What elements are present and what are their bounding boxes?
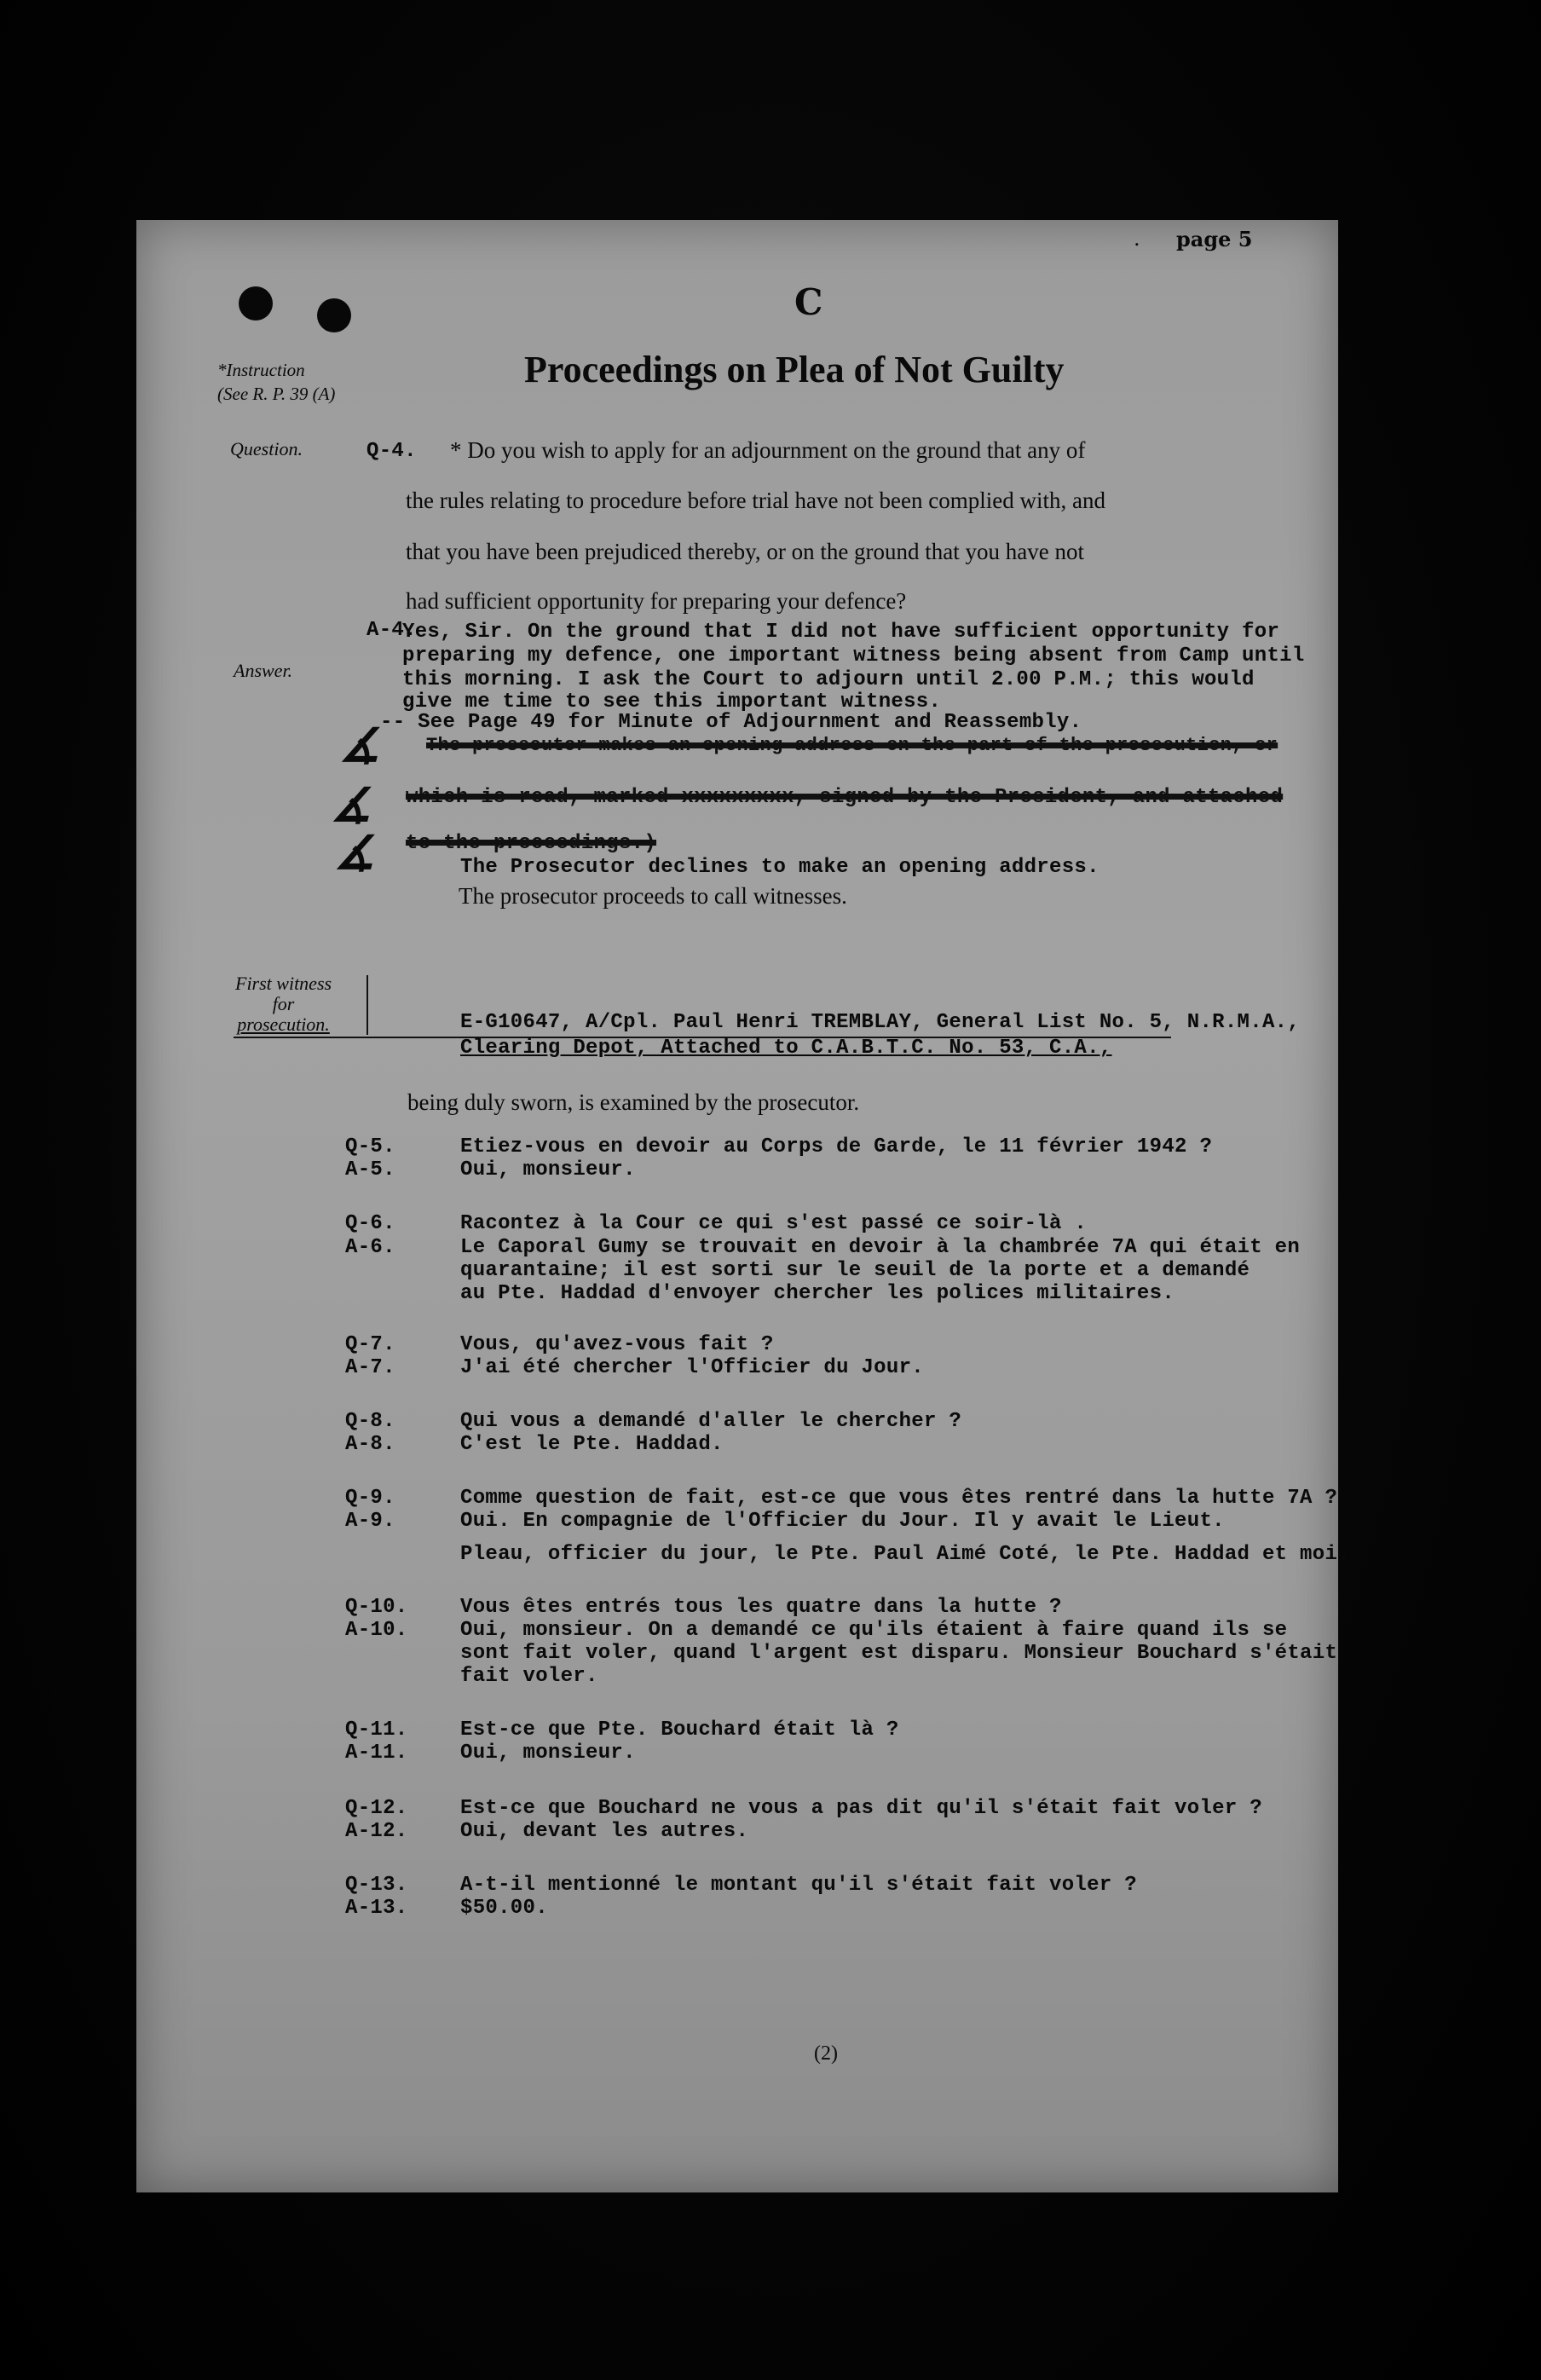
a4-line-2: preparing my defence, one important witness being absent from Camp until [402, 644, 1305, 667]
qa-number: Q-5. [345, 1135, 395, 1158]
q4-number: Q-4. [366, 440, 417, 463]
qa-number: Q-8. [345, 1410, 395, 1433]
qa-text: Est-ce que Bouchard ne vous a pas dit qu'il s'était fait voler ? [460, 1797, 1262, 1820]
qa-number: A-8. [345, 1433, 395, 1456]
qa-number: A-12. [345, 1820, 408, 1843]
qa-text: quarantaine; il est sorti sur le seuil de la porte et a demandé [460, 1259, 1250, 1282]
qa-number: A-7. [345, 1356, 395, 1379]
punch-hole-right [317, 298, 351, 332]
struck-line-2: which is read, marked xxxxxxxxx, signed by the President, and attached [406, 786, 1284, 809]
qa-text: Pleau, officier du jour, le Pte. Paul Aimé Coté, le Pte. Haddad et moi. [460, 1543, 1350, 1566]
form-letter: C [794, 281, 823, 323]
qa-text: Vous, qu'avez-vous fait ? [460, 1333, 774, 1356]
qa-number: A-11. [345, 1742, 408, 1765]
qa-text: J'ai été chercher l'Officier du Jour. [460, 1356, 924, 1379]
punch-hole-left [239, 286, 273, 321]
a4-line-1: Yes, Sir. On the ground that I did not have sufficient opportunity for [402, 621, 1280, 644]
q4-line-4: had sufficient opportunity for preparing your defence? [406, 588, 907, 614]
witness-sworn: being duly sworn, is examined by the prosecutor. [407, 1089, 860, 1115]
first-witness-label [235, 973, 332, 1035]
qa-text: Oui, devant les autres. [460, 1820, 749, 1843]
struck-line-1: The prosecutor makes an opening address on the part of the prosecution, or [426, 735, 1278, 756]
a4-line-3: this morning. I ask the Court to adjourn until 2.00 P.M.; this would [402, 668, 1255, 691]
qa-text: Qui vous a demandé d'aller le chercher ? [460, 1410, 962, 1433]
qa-number: Q-13. [345, 1874, 408, 1897]
instruction-line-1: *Instruction [217, 360, 305, 380]
qa-number: Q-7. [345, 1333, 395, 1356]
prosecutor-declines: The Prosecutor declines to make an opening address. [460, 856, 1099, 879]
q4-line-2: the rules relating to procedure before trial have not been complied with, and [406, 488, 1105, 513]
first-witness-line-3: prosecution. [237, 1014, 330, 1035]
qa-number: Q-12. [345, 1797, 408, 1820]
witness-line-1: E-G10647, A/Cpl. Paul Henri TREMBLAY, General List No. 5, N.R.M.A., [460, 1011, 1301, 1034]
qa-number: Q-11. [345, 1719, 408, 1742]
q4-line-3: that you have been prejudiced thereby, or on the ground that you have not [406, 539, 1084, 564]
a4-number: A-4. [366, 619, 417, 642]
question-label: Question. [230, 438, 303, 459]
qa-text: A-t-il mentionné le montant qu'il s'était fait voler ? [460, 1874, 1137, 1897]
qa-text: sont fait voler, quand l'argent est disparu. Monsieur Bouchard s'était [460, 1642, 1338, 1665]
header-dot: . [1134, 227, 1140, 251]
qa-text: fait voler. [460, 1665, 598, 1688]
qa-number: A-13. [345, 1897, 408, 1920]
qa-text: Oui, monsieur. [460, 1742, 636, 1765]
document-page [136, 220, 1350, 2192]
footer-page-marker: (2) [814, 2042, 838, 2065]
witness-bracket [366, 975, 368, 1035]
first-witness-line-1: First witness [235, 973, 332, 994]
qa-text: Etiez-vous en devoir au Corps de Garde, le 11 février 1942 ? [460, 1135, 1213, 1158]
qa-number: Q-10. [345, 1596, 408, 1619]
qa-text: Oui. En compagnie de l'Officier du Jour. Il y avait le Lieut. [460, 1510, 1225, 1533]
qa-text: Vous êtes entrés tous les quatre dans la hutte ? [460, 1596, 1062, 1619]
qa-text: Comme question de fait, est-ce que vous êtes rentré dans la hutte 7A ? [460, 1487, 1338, 1510]
qa-number: A-5. [345, 1158, 395, 1181]
instruction-line-2: (See R. P. 39 (A) [217, 384, 336, 404]
qa-text: C'est le Pte. Haddad. [460, 1433, 724, 1456]
page-title: Proceedings on Plea of Not Guilty [524, 349, 1065, 390]
prosecutor-calls: The prosecutor proceeds to call witnesses. [459, 883, 847, 909]
handwritten-initials-2: ∡ [331, 777, 372, 832]
qa-number: Q-6. [345, 1212, 395, 1235]
qa-number: A-6. [345, 1236, 395, 1259]
qa-number: A-10. [345, 1619, 408, 1642]
first-witness-line-2: for [272, 993, 295, 1014]
answer-label: Answer. [234, 660, 293, 681]
handwritten-initials-1: ∡ [339, 718, 381, 772]
a4-line-5: -- See Page 49 for Minute of Adjournment and Reassembly. [380, 711, 1082, 734]
qa-text: Racontez à la Cour ce qui s'est passé ce soir-là . [460, 1212, 1088, 1235]
qa-text: Oui, monsieur. On a demandé ce qu'ils étaient à faire quand ils se [460, 1619, 1288, 1642]
qa-text: $50.00. [460, 1897, 548, 1920]
q4-line-1: * Do you wish to apply for an adjournment on the ground that any of [450, 437, 1086, 463]
witness-line-2: Clearing Depot, Attached to C.A.B.T.C. No. 53, C.A., [460, 1037, 1112, 1060]
struck-line-3: to the proceedings.) [406, 832, 657, 855]
handwritten-initials-3: ∡ [334, 825, 376, 880]
qa-number: A-9. [345, 1510, 395, 1533]
qa-number: Q-9. [345, 1487, 395, 1510]
page-number: page 5 [1176, 227, 1253, 251]
instruction-note [217, 358, 335, 406]
qa-text: au Pte. Haddad d'envoyer chercher les polices militaires. [460, 1282, 1175, 1305]
qa-text: Oui, monsieur. [460, 1158, 636, 1181]
qa-text: Le Caporal Gumy se trouvait en devoir à la chambrée 7A qui était en [460, 1236, 1301, 1259]
a4-line-4: give me time to see this important witness. [402, 690, 942, 713]
qa-text: Est-ce que Pte. Bouchard était là ? [460, 1719, 899, 1742]
